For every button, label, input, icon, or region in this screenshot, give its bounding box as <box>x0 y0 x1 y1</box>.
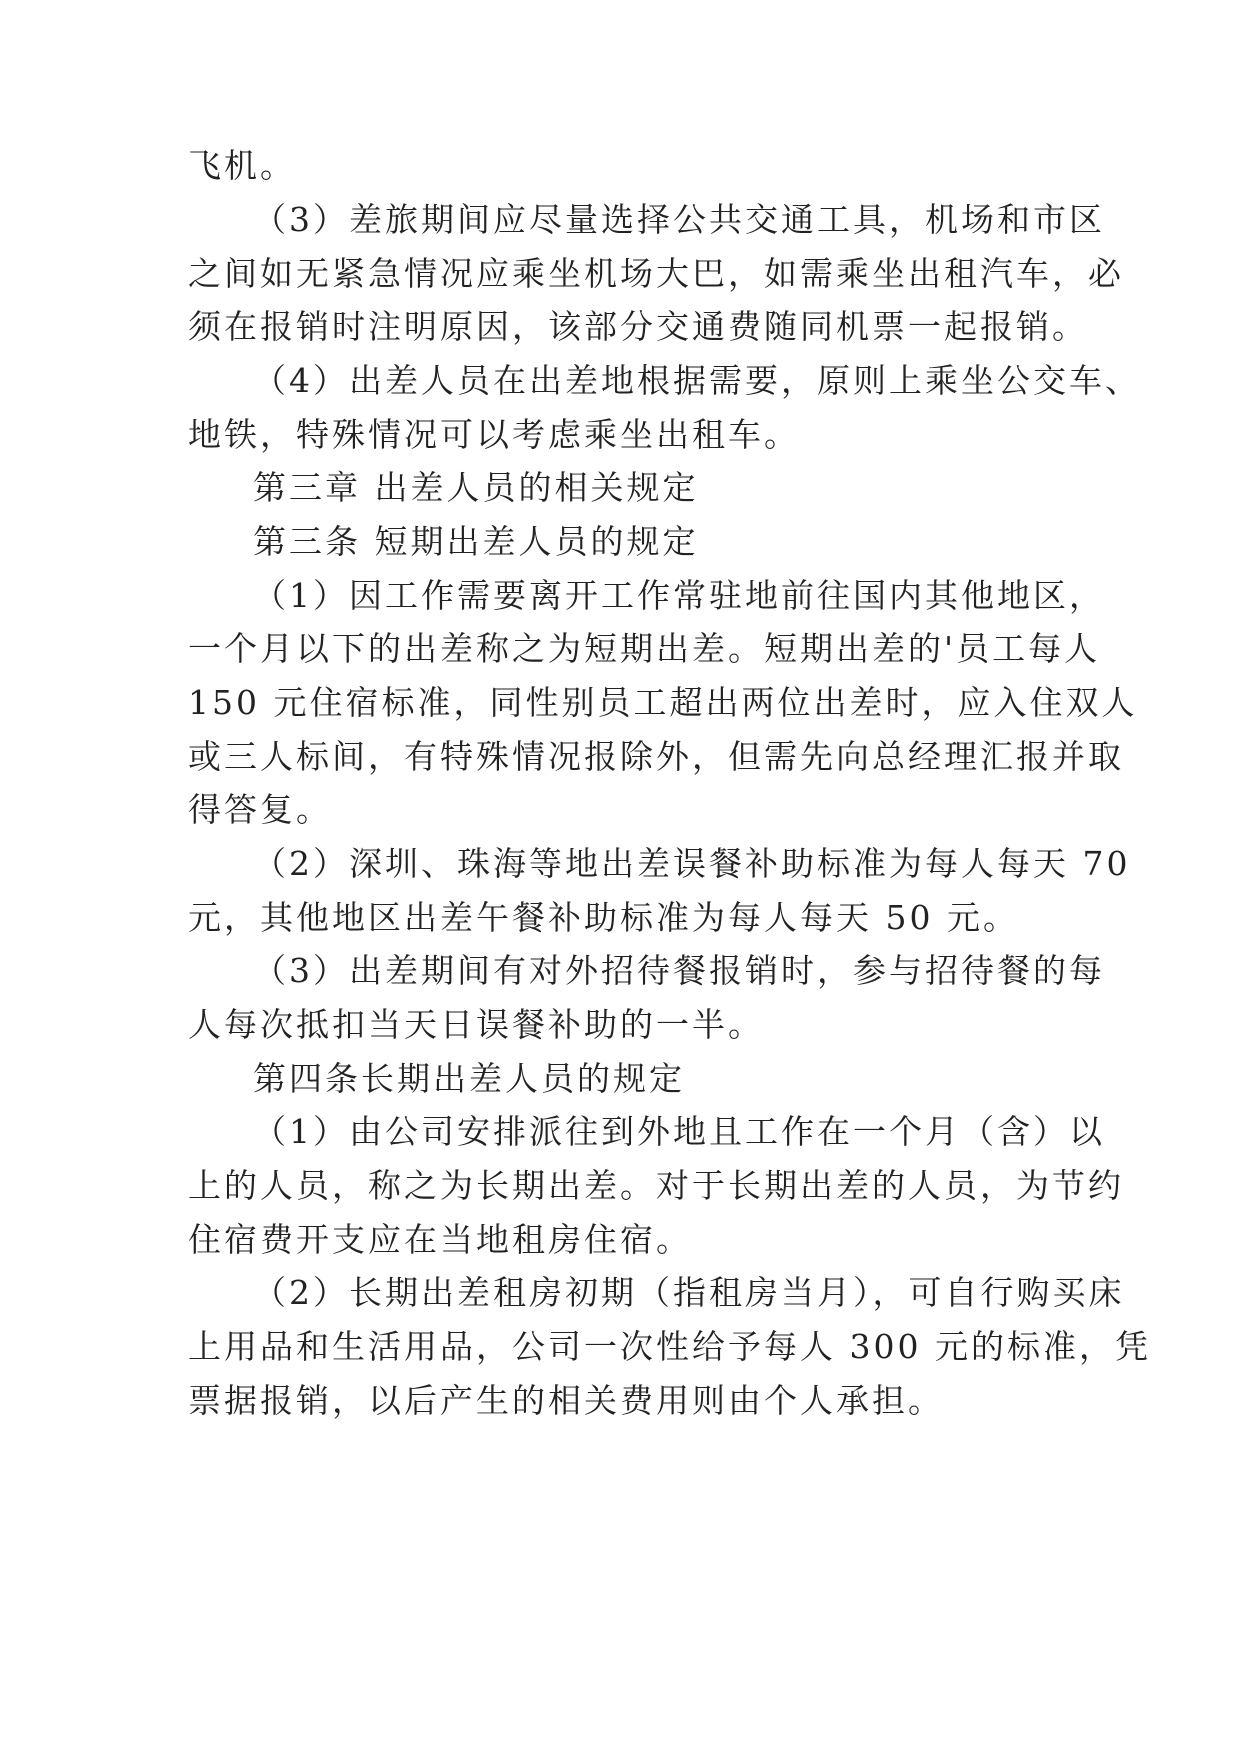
paragraph-start: （1）由公司安排派往到外地且工作在一个月（含）以 <box>253 1112 1105 1151</box>
text-line: 一个月以下的出差称之为短期出差。短期出差的'员工每人 <box>188 629 1101 668</box>
text-line: 150 元住宿标准，同性别员工超出两位出差时，应入住双人 <box>188 683 1138 722</box>
text-line: 须在报销时注明原因，该部分交通费随同机票一起报销。 <box>188 307 1088 346</box>
chapter-heading: 第三章 出差人员的相关规定 <box>253 468 699 507</box>
text-line: 上用品和生活用品，公司一次性给予每人 300 元的标准，凭 <box>188 1327 1151 1366</box>
text-line: 上的人员，称之为长期出差。对于长期出差的人员，为节约 <box>188 1166 1124 1205</box>
text-line: 得答复。 <box>188 790 332 829</box>
paragraph-start: （4）出差人员在出差地根据需要，原则上乘坐公交车、 <box>253 361 1141 400</box>
paragraph-start: （2）长期出差租房初期（指租房当月），可自行购买床 <box>253 1273 1125 1312</box>
paragraph-start: （1）因工作需要离开工作常驻地前往国内其他地区， <box>253 576 1105 615</box>
paragraph-start: （3）差旅期间应尽量选择公共交通工具，机场和市区 <box>253 200 1105 239</box>
text-line: 元，其他地区出差午餐补助标准为每人每天 50 元。 <box>188 898 1019 937</box>
text-line: 或三人标间，有特殊情况报除外，但需先向总经理汇报并取 <box>188 737 1124 776</box>
text-line: 地铁，特殊情况可以考虑乘坐出租车。 <box>188 415 800 454</box>
text-line: 人每次抵扣当天日误餐补助的一半。 <box>188 1005 764 1044</box>
article-heading: 第四条长期出差人员的规定 <box>253 1059 685 1098</box>
article-heading: 第三条 短期出差人员的规定 <box>253 522 699 561</box>
text-line: 住宿费开支应在当地租房住宿。 <box>188 1220 692 1259</box>
text-line: 票据报销，以后产生的相关费用则由个人承担。 <box>188 1381 944 1420</box>
text-line: 之间如无紧急情况应乘坐机场大巴，如需乘坐出租汽车，必 <box>188 254 1124 293</box>
text-line: 飞机。 <box>188 146 296 185</box>
paragraph-start: （3）出差期间有对外招待餐报销时，参与招待餐的每 <box>253 951 1105 990</box>
paragraph-start: （2）深圳、珠海等地出差误餐补助标准为每人每天 70 <box>253 844 1131 883</box>
